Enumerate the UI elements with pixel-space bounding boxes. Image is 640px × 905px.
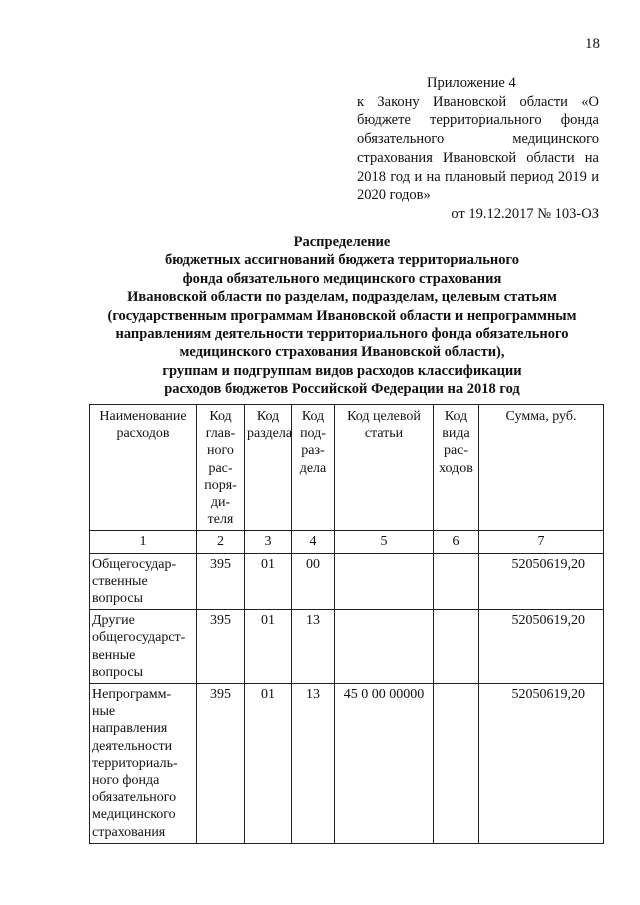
row-section-code: 01 (245, 684, 292, 844)
title-line: фонда обязательного медицинского страхования (182, 270, 502, 287)
budget-table (89, 404, 604, 844)
row-subsection-code: 13 (292, 684, 335, 844)
row-admin-code: 395 (197, 553, 245, 610)
row-admin-code: 395 (197, 684, 245, 844)
column-number: 6 (434, 531, 479, 553)
title-line: Ивановской области по разделам, подразделам, целевым статьям (127, 289, 557, 306)
row-sum: 52050619,20 (479, 553, 604, 610)
header-section-code: Код раздела (245, 405, 292, 531)
row-name: Общегосудар- ственные вопросы (90, 553, 197, 610)
column-number: 7 (479, 531, 604, 553)
row-name: Другие общегосударст- венные вопросы (90, 610, 197, 684)
row-subsection-code: 13 (292, 610, 335, 684)
title-line: медицинского страхования Ивановской области), (179, 344, 505, 361)
document-title (80, 233, 604, 399)
row-target-code (335, 553, 434, 610)
column-number: 5 (335, 531, 434, 553)
column-number-row (90, 531, 604, 553)
header-target-code: Код целевой статьи (335, 405, 434, 531)
title-line: группам и подгруппам видов расходов классификации (162, 362, 522, 379)
row-expense-kind-code (434, 553, 479, 610)
table-header-row (90, 405, 604, 531)
row-subsection-code: 00 (292, 553, 335, 610)
title-line: бюджетных ассигнований бюджета территориального (164, 252, 519, 269)
appendix-date: от 19.12.2017 № 103-ОЗ (451, 205, 599, 222)
table-row (90, 684, 604, 844)
column-number: 1 (90, 531, 197, 553)
column-number: 3 (245, 531, 292, 553)
table-row (90, 610, 604, 684)
row-expense-kind-code (434, 610, 479, 684)
column-number: 4 (292, 531, 335, 553)
header-sum: Сумма, руб. (479, 405, 604, 531)
title-line: Распределение (293, 234, 391, 250)
header-admin-code: Код глав- ного рас- поря- ди- теля (197, 405, 245, 531)
title-line: расходов бюджетов Российской Федерации на 2018 год (164, 381, 520, 398)
row-section-code: 01 (245, 553, 292, 610)
row-sum: 52050619,20 (479, 684, 604, 844)
header-expense-kind-code: Код вида рас- ходов (434, 405, 479, 531)
row-admin-code: 395 (197, 610, 245, 684)
row-target-code (335, 610, 434, 684)
appendix-block (357, 74, 599, 224)
header-subsection-code: Код под- раз- дела (292, 405, 335, 531)
page-number: 18 (585, 36, 600, 52)
table-row (90, 553, 604, 610)
row-name: Непрограмм- ные направления деятельности территориаль- ного фонда обязательного медицинского страхования (90, 684, 197, 844)
row-sum: 52050619,20 (479, 610, 604, 684)
row-expense-kind-code (434, 684, 479, 844)
appendix-title: Приложение 4 (427, 75, 516, 91)
title-line: направлениям деятельности территориального фонда обязательного (115, 326, 569, 343)
title-line: (государственным программам Ивановской области и непрограммным (107, 307, 577, 324)
appendix-body: к Закону Ивановской области «О бюджете территориального фонда обязательного медицинского страхования Ивановской области на 2018 год и на плановый период 2019 и 2020 годов» (357, 93, 599, 204)
header-name: Наименование расходов (90, 405, 197, 531)
row-section-code: 01 (245, 610, 292, 684)
row-target-code: 45 0 00 00000 (335, 684, 434, 844)
column-number: 2 (197, 531, 245, 553)
